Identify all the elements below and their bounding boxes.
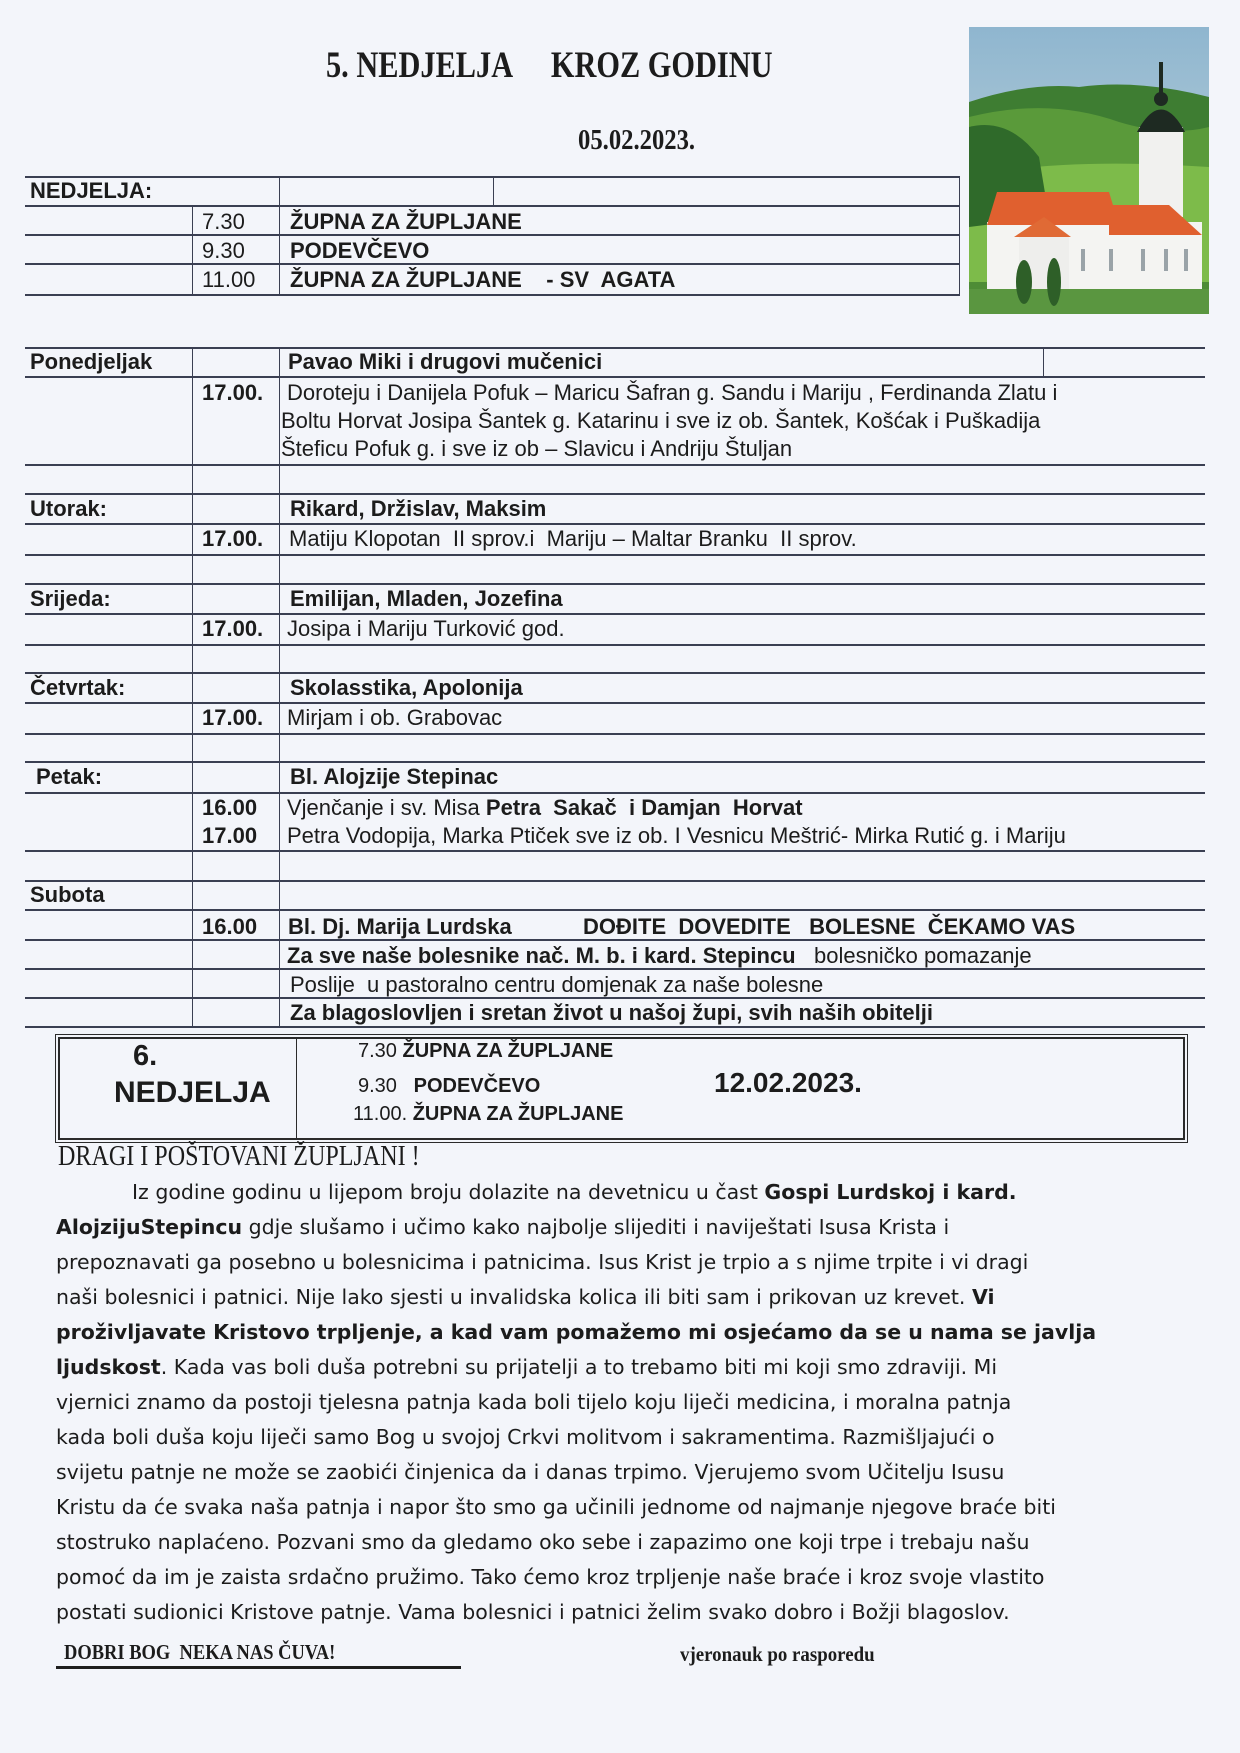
table-line <box>25 464 1205 466</box>
letter-text-bold: Gospi Lurdskoj i kard. <box>764 1180 1017 1204</box>
day-thursday: Četvrtak: <box>30 675 126 700</box>
sunday-date-text: 05.02.2023. <box>578 124 696 156</box>
mass-text: ŽUPNA ZA ŽUPLJANE - SV AGATA <box>290 267 676 292</box>
table-line <box>25 613 1205 615</box>
saint-saturday: Bl. Dj. Marija Lurdska <box>288 914 512 939</box>
next-mass-time: 11.00. <box>353 1103 408 1125</box>
table-line <box>25 1026 1205 1028</box>
time-thursday: 17.00. <box>202 705 264 730</box>
closing-blessing <box>64 1640 372 1665</box>
next-mass-time: 9.30 <box>358 1075 397 1097</box>
letter-line: vjernici znamo da postoji tjelesna patnja kada boli tijelo koju liječi medicina, i moralna patnja <box>56 1390 1012 1414</box>
letter-text-bold: AlojzijuStepincu <box>56 1215 243 1239</box>
saturday-line-plain: bolesničko pomazanje <box>813 943 1032 968</box>
table-line <box>192 348 193 1026</box>
table-line <box>25 850 1205 852</box>
day-tuesday: Utorak: <box>30 496 108 521</box>
table-line <box>25 554 1205 556</box>
intention-thursday: Mirjam i ob. Grabovac <box>287 705 503 730</box>
table-line <box>25 523 1205 525</box>
letter-text: gdje slušamo i učimo kako najbolje slijediti i naviještati Isusa Krista i <box>242 1215 950 1239</box>
letter-line <box>56 1210 1196 1245</box>
callout-saturday: DOĐITE DOVEDITE BOLESNE ČEKAMO VAS <box>583 914 1076 939</box>
time-tuesday: 17.00. <box>202 526 264 551</box>
intention-tuesday: Matiju Klopotan II sprov.i Mariju – Maltar Branku II sprov. <box>289 526 857 551</box>
mass-time: 7.30 <box>202 209 245 234</box>
day-monday: Ponedjeljak <box>30 349 153 374</box>
time-monday: 17.00. <box>202 380 264 405</box>
letter-text: . Kada vas boli duša potrebni su prijatelji a to trebamo biti mi koji smo zdraviji. Mi <box>160 1355 998 1379</box>
saint-wednesday: Emilijan, Mladen, Jozefina <box>290 586 563 611</box>
intention-friday-plain: Vjenčanje i sv. Misa <box>287 795 486 820</box>
saint-thursday: Skolasstika, Apolonija <box>290 675 523 700</box>
saturday-line <box>287 943 1032 969</box>
day-saturday: Subota <box>30 882 105 907</box>
letter-text-bold: Vi <box>971 1285 995 1309</box>
letter-line <box>56 1350 1196 1385</box>
saturday-line: Poslije u pastoralno centru domjenak za naše bolesne <box>290 972 824 997</box>
day-wednesday: Srijeda: <box>30 586 111 611</box>
table-line <box>279 206 280 294</box>
next-mass-time: 7.30 <box>358 1040 397 1062</box>
letter-line: pomoć da im je zaista srdačno pružimo. Tako ćemo kroz trpljenje naše braće i kroz svoje vlastito <box>56 1565 1045 1589</box>
table-line <box>959 177 960 295</box>
closing-blessing-text: DOBRI BOG NEKA NAS ČUVA! <box>64 1640 336 1664</box>
letter-heading <box>58 1141 479 1173</box>
table-line <box>25 376 1205 378</box>
letter-text-bold: proživljavate Kristovo trpljenje, a kad vam pomažemo mi osjećamo da se u nama se javlja <box>56 1320 1097 1344</box>
time-saturday: 16.00 <box>202 914 258 939</box>
table-line <box>25 909 1205 911</box>
intention-line: Šteficu Pofuk g. i sve iz ob – Slavicu i Andriju Štuljan <box>281 436 793 461</box>
table-line <box>25 792 1205 794</box>
table-line <box>279 348 280 1026</box>
letter-text-bold: ljudskost <box>56 1355 161 1379</box>
time-wednesday: 17.00. <box>202 616 264 641</box>
closing-underline <box>56 1666 461 1669</box>
letter-text: naši bolesnici i patnici. Nije lako sjesti u invalidska kolica ili biti sam i prikovan uz krevet. <box>56 1285 972 1309</box>
table-line <box>493 177 494 206</box>
table-line <box>296 1039 297 1138</box>
catechism-note-text: vjeronauk po rasporedu <box>680 1642 875 1666</box>
table-line <box>279 177 280 206</box>
letter-line <box>56 1280 1196 1315</box>
letter-body <box>56 1175 1196 1630</box>
table-line <box>25 294 960 296</box>
letter-line: Kristu da će svaka naša patnja i napor što smo ga učinili jednome od najmanje njegove braće biti <box>56 1495 1056 1519</box>
mass-text: PODEVČEVO <box>290 238 430 263</box>
table-line <box>25 644 1205 646</box>
next-mass-text: ŽUPNA ZA ŽUPLJANE <box>412 1103 624 1125</box>
table-line <box>25 880 1205 882</box>
saint-monday: Pavao Miki i drugovi mučenici <box>288 349 603 374</box>
time-friday: 16.00 <box>202 795 258 820</box>
letter-line <box>56 1315 1196 1350</box>
page-title <box>326 44 871 87</box>
table-line <box>25 583 1205 585</box>
table-line <box>25 672 1205 674</box>
table-line <box>192 206 193 294</box>
letter-heading-text: DRAGI I POŠTOVANI ŽUPLJANI ! <box>58 1141 420 1172</box>
letter-line: kada boli duša koju liječi samo Bog u svojoj Crkvi molitvom i sakramentima. Razmišljajući o <box>56 1425 995 1449</box>
catechism-note <box>680 1642 896 1667</box>
table-line <box>25 347 1205 349</box>
church-photo <box>969 27 1209 314</box>
table-line <box>25 493 1205 495</box>
letter-line: svijetu patnje ne može se zaobići činjenica da i danas trpimo. Vjerujemo svom Učitelju Isusu <box>56 1460 1005 1484</box>
letter-line: stostruko naplaćeno. Pozvani smo da gledamo oko sebe i zapazimo one koji trpe i trebaju našu <box>56 1530 1030 1554</box>
sunday-label: NEDJELJA: <box>30 178 153 203</box>
next-mass <box>358 1075 540 1098</box>
letter-line: prepoznavati ga posebno u bolesnicima i patnicima. Isus Krist je trpio a s njime trpite i vi dragi <box>56 1250 1029 1274</box>
saturday-line-bold: Za sve naše bolesnike nač. M. b. i kard. Stepincu <box>287 943 796 968</box>
sunday-date <box>578 124 716 157</box>
table-line <box>1043 348 1044 377</box>
saint-tuesday: Rikard, Držislav, Maksim <box>290 496 547 521</box>
table-line <box>25 733 1205 735</box>
next-sunday-label: NEDJELJA <box>114 1076 271 1109</box>
wedding-couple: Petra Sakač i Damjan Horvat <box>485 795 803 820</box>
letter-line <box>56 1175 1196 1210</box>
next-mass <box>353 1103 623 1126</box>
next-sunday-date: 12.02.2023. <box>714 1067 862 1098</box>
time-friday: 17.00 <box>202 823 258 848</box>
intention-friday: Petra Vodopija, Marka Ptiček sve iz ob. I Vesnicu Meštrić- Mirka Rutić g. i Mariju <box>287 823 1066 848</box>
intention-friday <box>287 795 803 821</box>
next-mass-text: PODEVČEVO <box>413 1075 541 1097</box>
mass-text: ŽUPNA ZA ŽUPLJANE <box>290 209 522 234</box>
intention-line: Doroteju i Danijela Pofuk – Maricu Šafran g. Sandu i Mariju , Ferdinanda Zlatu i <box>287 380 1058 405</box>
letter-text: Iz godine godinu u lijepom broju dolazite na devetnicu u čast <box>132 1180 765 1204</box>
next-mass-text: ŽUPNA ZA ŽUPLJANE <box>402 1040 614 1062</box>
title-season: KROZ GODINU <box>550 45 773 86</box>
letter-line: postati sudionici Kristove patnje. Vama bolesnici i patnici želim svako dobro i Božji blagoslov. <box>56 1600 1010 1624</box>
table-line <box>25 761 1205 763</box>
next-sunday-number: 6. <box>133 1040 158 1072</box>
next-mass <box>358 1040 613 1063</box>
mass-time: 11.00 <box>202 267 256 292</box>
saturday-line: Za blagoslovljen i sretan život u našoj župi, svih naših obitelji <box>290 1000 934 1025</box>
day-friday: Petak: <box>36 764 103 789</box>
saint-friday: Bl. Alojzije Stepinac <box>290 764 499 789</box>
intention-line: Boltu Horvat Josipa Šantek g. Katarinu i sve iz ob. Šantek, Košćak i Puškadija <box>281 408 1041 433</box>
table-line <box>25 702 1205 704</box>
intention-wednesday: Josipa i Mariju Turković god. <box>287 616 565 641</box>
title-week: 5. NEDJELJA <box>326 45 514 86</box>
table-line <box>25 263 960 265</box>
mass-time: 9.30 <box>202 238 245 263</box>
